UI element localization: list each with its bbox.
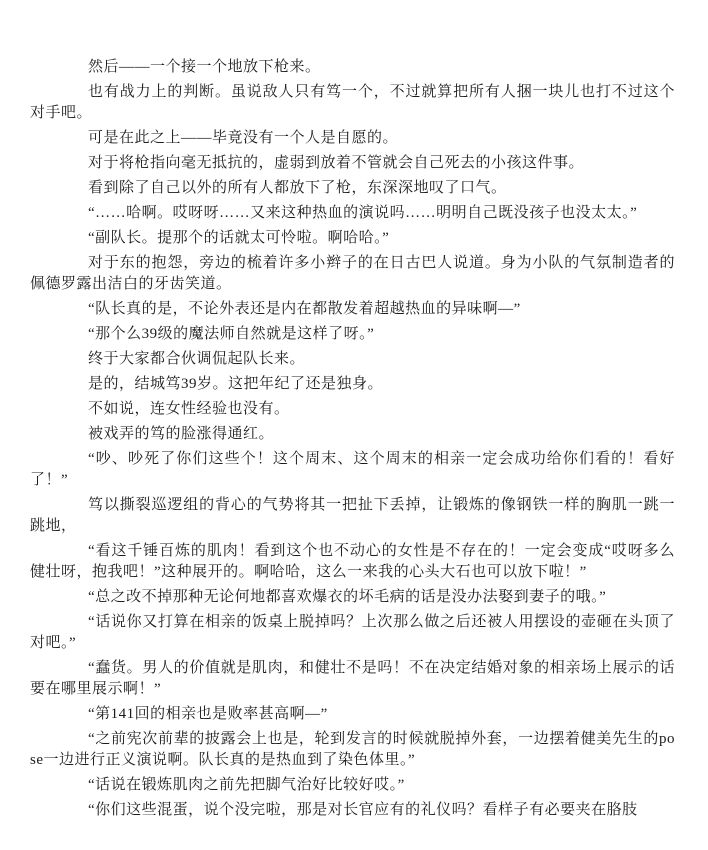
paragraph: “副队长。提那个的话就太可怜啦。啊哈哈。” [88,230,390,246]
paragraph: 也有战力上的判断。虽说敌人只有笃一个，不过就算把所有人捆一块儿也打不过这个对手吧。 [30,84,675,121]
paragraph: 看到除了自己以外的所有人都放下了枪，东深深地叹了口气。 [88,180,507,196]
paragraph: “看这千锤百炼的肌肉！看到这个也不动心的女性是不存在的！一定会变成“哎呀多么健壮呀，抱我吧！”这种展开的。啊哈哈，这么一来我的心头大石也可以放下啦！” [30,543,675,580]
paragraph: “话说在锻炼肌肉之前先把脚气治好比较好哎。” [88,777,405,793]
paragraph: “队长真的是，不论外表还是内在都散发着超越热血的异味啊—” [88,301,521,317]
paragraph: 是的，结城笃39岁。这把年纪了还是独身。 [88,376,384,392]
paragraph: “总之改不掉那种无论何地都喜欢爆衣的坏毛病的话是没办法娶到妻子的哦。” [88,589,607,605]
paragraph: “你们这些混蛋，说个没完啦，那是对长官应有的礼仪吗？看样子有必要夹在胳肢 [88,802,638,818]
paragraph: 对于将枪指向毫无抵抗的，虚弱到放着不管就会自己死去的小孩这件事。 [88,155,585,171]
paragraph: 对于东的抱怨，旁边的梳着许多小辫子的在日古巴人说道。身为小队的气氛制造者的佩德罗露出洁白的牙齿笑道。 [30,255,675,292]
paragraph: “吵、吵死了你们这些个！这个周末、这个周末的相亲一定会成功给你们看的！看好了！” [30,451,675,488]
paragraph: 不如说，连女性经验也没有。 [88,401,290,417]
paragraph: “之前宪次前辈的披露会上也是，轮到发言的时候就脱掉外套，一边摆着健美先生的pose一边进行正义演说啊。队长真的是热血到了染色体里。” [30,731,675,768]
paragraph: 笃以撕裂巡逻组的背心的气势将其一把扯下丢掉，让锻炼的像钢铁一样的胸肌一跳一跳地， [30,497,675,534]
paragraph: “蠢货。男人的价值就是肌肉，和健壮不是吗！不在决定结婚对象的相亲场上展示的话要在哪里展示啊！” [30,660,675,697]
paragraph: 可是在此之上——毕竟没有一个人是自愿的。 [88,130,399,146]
paragraph: “那个么39级的魔法师自然就是这样了呀。” [88,326,375,342]
paragraph: “……哈啊。哎呀呀……又来这种热血的演说吗……明明自己既没孩子也没太太。” [88,205,638,221]
paragraph: “第141回的相亲也是败率甚高啊—” [88,706,328,722]
paragraph: 终于大家都合伙调侃起队长来。 [88,351,306,367]
paragraph: “话说你又打算在相亲的饭桌上脱掉吗？上次那么做之后还被人用摆设的壶砸在头顶了对吧。” [30,614,675,651]
paragraph: 然后——一个接一个地放下枪来。 [88,59,321,75]
paragraph: 被戏弄的笃的脸涨得通红。 [88,426,275,442]
